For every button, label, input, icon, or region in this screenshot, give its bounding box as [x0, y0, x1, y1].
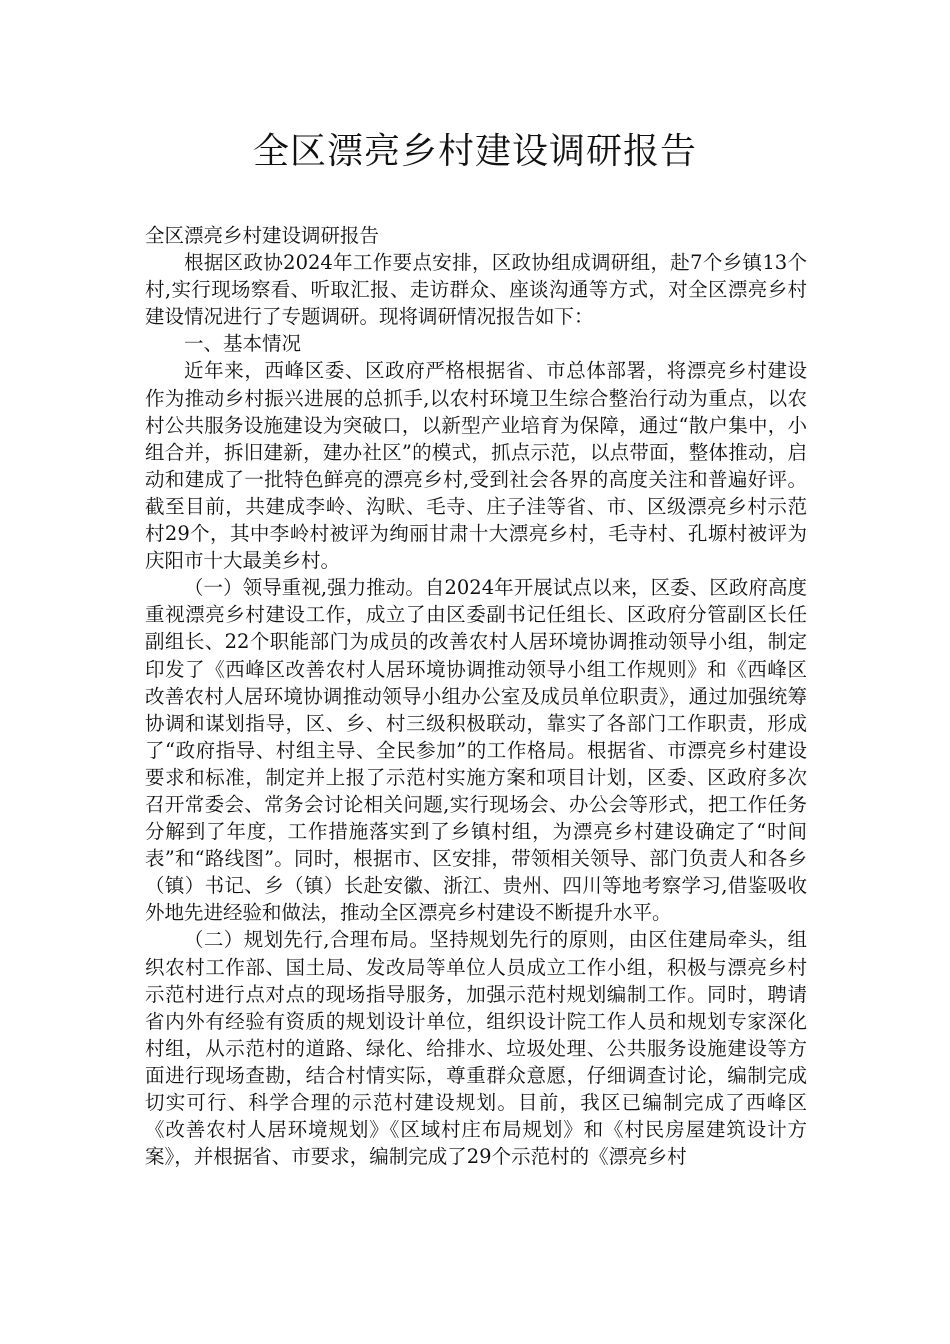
document-title: 全区漂亮乡村建设调研报告	[252, 131, 697, 172]
document-body	[145, 222, 807, 1170]
body-paragraph: （二）规划先行,合理布局。坚持规划先行的原则，由区住建局牵头，组织农村工作部、国土局、发改局等单位人员成立工作小组，积极与漂亮乡村示范村进行点对点的现场指导服务，加强示范村规划编制工作。同时，聘请省内外有经验有资质的规划设计单位，组织设计院工作人员和规划专家深化村组，从示范村的道路、绿化、给排水、垃圾处理、公共服务设施建设等方面进行现场查勘，结合村情实际，尊重群众意愿，仔细调查讨论，编制完成切实可行、科学合理的示范村建设规划。目前，我区已编制完成了西峰区《改善农村人居环境规划》《区域村庄布局规划》和《村民房屋建筑设计方案》，并根据省、市要求，编制完成了29个示范村的《漂亮乡村	[145, 928, 807, 1169]
body-paragraph: （一）领导重视,强力推动。自2024年开展试点以来，区委、区政府高度重视漂亮乡村建设工作，成立了由区委副书记任组长、区政府分管副区长任副组长、22个职能部门为成员的改善农村人居环境协调推动领导小组，制定印发了《西峰区改善农村人居环境协调推动领导小组工作规则》和《西峰区改善农村人居环境协调推动领导小组办公室及成员单位职责》，通过加强统筹协调和谋划指导，区、乡、村三级积极联动，靠实了各部门工作职责，形成了“政府指导、村组主导、全民参加”的工作格局。根据省、市漂亮乡村建设要求和标准，制定并上报了示范村实施方案和项目计划，区委、区政府多次召开常委会、常务会讨论相关问题,实行现场会、办公会等形式，把工作任务分解到了年度，工作措施落实到了乡镇村组，为漂亮乡村建设确定了“时间表”和“路线图”。同时，根据市、区安排，带领相关领导、部门负责人和各乡（镇）书记、乡（镇）长赴安徽、浙江、贵州、四川等地考察学习,借鉴吸收外地先进经验和做法，推动全区漂亮乡村建设不断提升水平。	[145, 576, 807, 925]
document-subtitle: 全区漂亮乡村建设调研报告	[145, 224, 380, 247]
intro-paragraph: 根据区政协2024年工作要点安排，区政协组成调研组，赴7个乡镇13个村,实行现场察看、听取汇报、走访群众、座谈沟通等方式，对全区漂亮乡村建设情况进行了专题调研。现将调研情况报告如下：	[145, 251, 807, 329]
section-heading-basic-situation: 一、基本情况	[184, 332, 302, 356]
body-paragraph: 近年来，西峰区委、区政府严格根据省、市总体部署，将漂亮乡村建设作为推动乡村振兴进展的总抓手,以农村环境卫生综合整治行动为重点，以农村公共服务设施建设为突破口，以新型产业培育为保障，通过“散户集中，小组合并，拆旧建新，建办社区”的模式，抓点示范，以点带面，整体推动，启动和建成了一批特色鲜亮的漂亮乡村,受到社会各界的高度关注和普遍好评。截至目前，共建成李岭、沟畎、毛寺、庄子洼等省、市、区级漂亮乡村示范村29个，其中李岭村被评为绚丽甘肃十大漂亮乡村，毛寺村、孔塬村被评为庆阳市十大最美乡村。	[145, 359, 807, 573]
